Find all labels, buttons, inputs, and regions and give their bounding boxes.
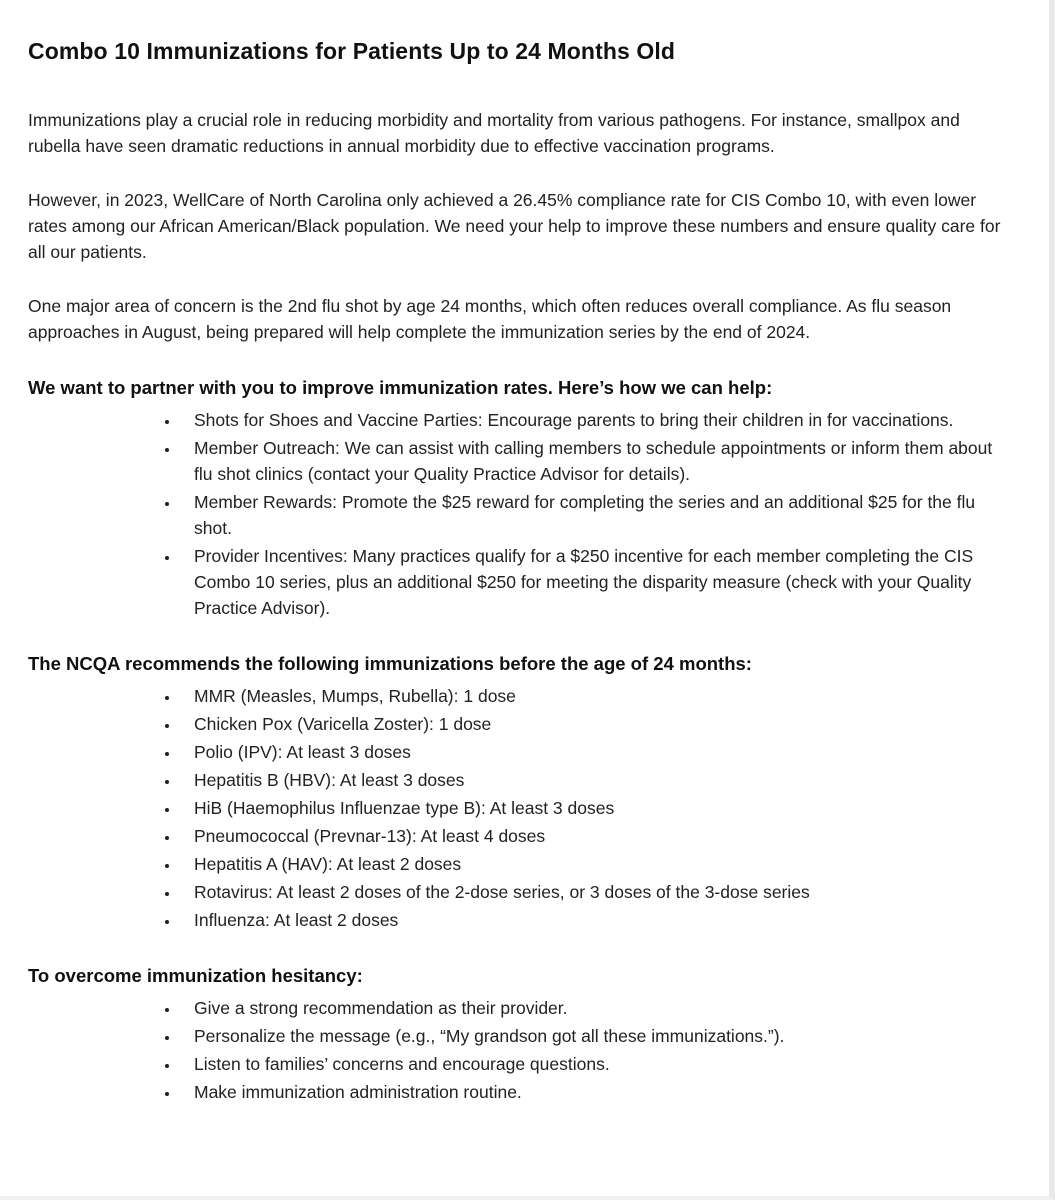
section-ncqa: [28, 653, 1015, 933]
section-heading-hesitancy: To overcome immunization hesitancy:: [28, 965, 363, 986]
bullet-list-ncqa: [28, 683, 1015, 933]
document-title: Combo 10 Immunizations for Patients Up to 24 Months Old: [28, 38, 675, 64]
bullet-list-hesitancy: [28, 995, 1015, 1105]
list-item: • Member Rewards: Promote the $25 reward for completing the series and an additional $25 for the flu shot.: [180, 489, 1015, 541]
list-item: • Hepatitis B (HBV): At least 3 doses: [180, 767, 1015, 793]
list-item: • Chicken Pox (Varicella Zoster): 1 dose: [180, 711, 1015, 737]
list-item: • Listen to families’ concerns and encourage questions.: [180, 1051, 1015, 1077]
intro-paragraph-2: However, in 2023, WellCare of North Carolina only achieved a 26.45% compliance rate for CIS Combo 10, with even lower rates among our African American/Black population. We need your help to improve these numbers and ensure quality care for all our patients.: [28, 190, 1001, 262]
list-item: • MMR (Measles, Mumps, Rubella): 1 dose: [180, 683, 1015, 709]
list-item: • Pneumococcal (Prevnar-13): At least 4 doses: [180, 823, 1015, 849]
list-item: • Personalize the message (e.g., “My grandson got all these immunizations.”).: [180, 1023, 1015, 1049]
section-heading-ncqa: The NCQA recommends the following immunizations before the age of 24 months:: [28, 653, 752, 674]
list-item: • Make immunization administration routine.: [180, 1079, 1015, 1105]
list-item: • Influenza: At least 2 doses: [180, 907, 1015, 933]
list-item: • Provider Incentives: Many practices qualify for a $250 incentive for each member completing the CIS Combo 10 series, plus an additional $250 for meeting the disparity measure (check with your Quality Practice Advisor).: [180, 543, 1015, 621]
list-item: • Shots for Shoes and Vaccine Parties: Encourage parents to bring their children in for vaccinations.: [180, 407, 1015, 433]
list-item: • Give a strong recommendation as their provider.: [180, 995, 1015, 1021]
section-hesitancy: [28, 965, 1015, 1105]
intro-paragraph-1: Immunizations play a crucial role in reducing morbidity and mortality from various pathogens. For instance, smallpox and rubella have seen dramatic reductions in annual morbidity due to effective vaccination programs.: [28, 110, 960, 156]
list-item: • Polio (IPV): At least 3 doses: [180, 739, 1015, 765]
list-item: • HiB (Haemophilus Influenzae type B): At least 3 doses: [180, 795, 1015, 821]
section-partner: [28, 377, 1015, 621]
list-item: • Rotavirus: At least 2 doses of the 2-dose series, or 3 doses of the 3-dose series: [180, 879, 1015, 905]
intro-paragraph-3: One major area of concern is the 2nd flu shot by age 24 months, which often reduces overall compliance. As flu season approaches in August, being prepared will help complete the immunization series by the end of 2024.: [28, 296, 952, 342]
list-item: • Hepatitis A (HAV): At least 2 doses: [180, 851, 1015, 877]
bullet-list-partner: [28, 407, 1015, 621]
list-item: • Member Outreach: We can assist with calling members to schedule appointments or inform them about flu shot clinics (contact your Quality Practice Advisor for details).: [180, 435, 1015, 487]
section-heading-partner: We want to partner with you to improve immunization rates. Here’s how we can help:: [28, 377, 773, 398]
